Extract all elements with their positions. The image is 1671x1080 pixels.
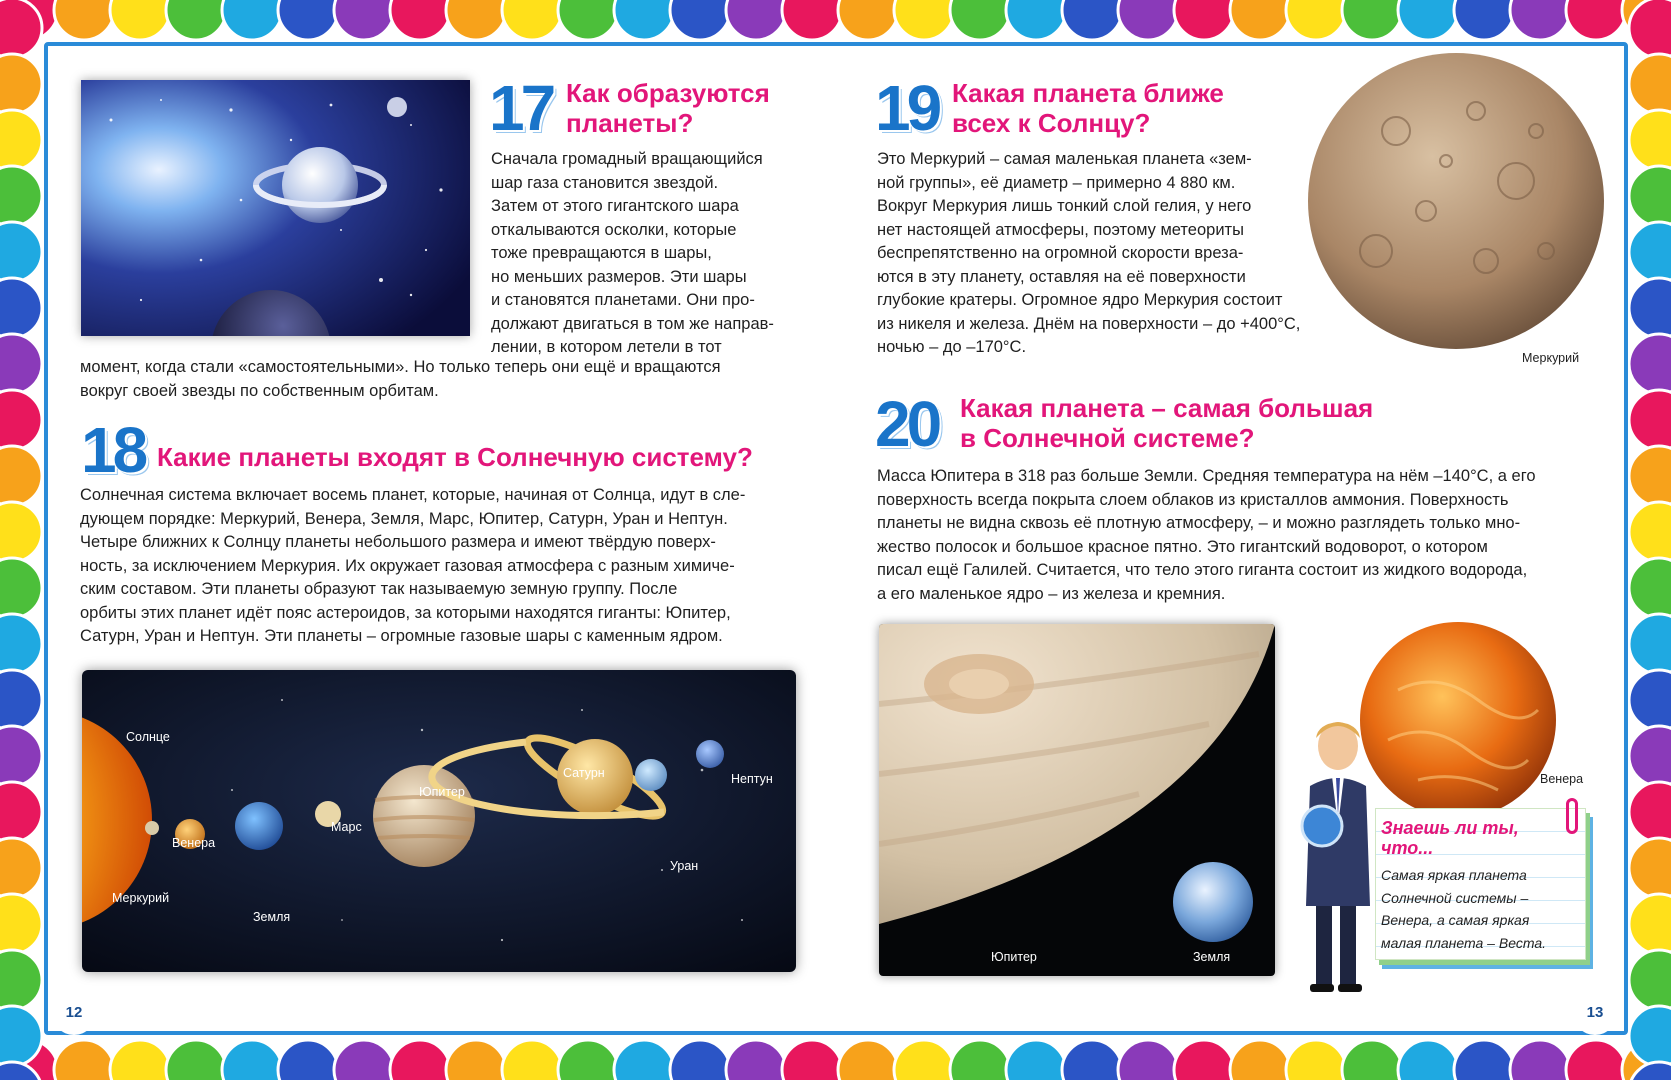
uranus-icon (635, 759, 667, 791)
text-line: жество полосок и большое красное пятно. Это гигантский водоворот, о котором (877, 537, 1488, 556)
text-line: шар газа становится звездой. (491, 173, 719, 192)
text-line: ность, за исключением Меркурия. Их окружает газовая атмосфера с разным химиче- (80, 556, 735, 575)
text-line: должают двигаться в том же направ- (491, 314, 774, 333)
neptune-icon (696, 740, 724, 768)
text-line: откалываются осколки, которые (491, 220, 737, 239)
text-line: глубокие кратеры. Огромное ядро Меркурия состоит (877, 291, 1283, 309)
text-line: Четыре ближних к Солнцу планеты небольшого размера и имеют твёрдую поверх- (80, 533, 716, 551)
title-line: что... (1381, 838, 1434, 858)
answer-17-narrow (491, 148, 821, 360)
caption-earth: Земля (1193, 950, 1231, 964)
did-you-know-title (1381, 818, 1581, 858)
label-uranus: Уран (670, 859, 699, 873)
text-line: беспрепятственно на огромной скорости вреза- (877, 244, 1244, 262)
caption-jupiter: Юпитер (991, 950, 1037, 964)
text-line: Самая яркая планета (1381, 867, 1527, 883)
title-line: Какая планета ближе (952, 78, 1224, 108)
label-neptune: Нептун (731, 772, 773, 786)
question-title-18: Какие планеты входят в Солнечную систему? (157, 442, 753, 472)
text-line: ночью – до –170°С. (877, 338, 1027, 356)
answer-20 (877, 465, 1597, 606)
page-number-right: 13 (1573, 991, 1617, 1035)
text-line: Сначала громадный вращающийся (491, 150, 763, 168)
text-line: а его маленькое ядро – из железа и кремния. (877, 584, 1226, 603)
label-jupiter: Юпитер (419, 785, 465, 799)
text-line: вокруг своей звезды по собственным орбитам. (80, 381, 439, 400)
question-number-20: 20 (875, 388, 939, 460)
text-line: момент, когда стали «самостоятельными». Но только теперь они ещё и вращаются (80, 358, 721, 376)
text-line: Вокруг Меркурия лишь тонкий слой гелия, у него (877, 197, 1252, 215)
text-line: но меньших размеров. Эти шары (491, 267, 747, 286)
text-line: ной группы», её диаметр – примерно 4 880 км. (877, 173, 1236, 192)
jupiter-earth-photo (879, 624, 1275, 976)
title-line: в Солнечной системе? (960, 423, 1255, 453)
label-venus: Венера (172, 836, 216, 850)
text-line: ются в эту планету, оставляя на её поверхности (877, 267, 1246, 286)
earth-small-icon (1173, 862, 1253, 942)
text-line: из никеля и железа. Днём на поверхности – до +400°С, (877, 314, 1301, 333)
text-line: ским составом. Эти планеты образуют так называемую земную группу. После (80, 580, 678, 598)
text-line: лении, в котором летели в тот (491, 338, 722, 356)
text-line: Масса Юпитера в 318 раз больше Земли. Средняя температура на нём –140°С, а его (877, 467, 1536, 485)
earth-icon (235, 802, 283, 850)
label-earth: Земля (253, 910, 291, 924)
title-line: Знаешь ли ты, (1381, 818, 1519, 838)
caption-mercury: Меркурий (1522, 351, 1580, 365)
boy-illustration (1288, 716, 1384, 996)
label-mars: Марс (331, 820, 362, 834)
title-line: планеты? (566, 108, 694, 138)
question-number-18: 18 (81, 414, 145, 486)
text-line: дующем порядке: Меркурий, Венера, Земля, Марс, Юпитер, Сатурн, Уран и Нептун. (80, 509, 728, 528)
solar-system-illustration (82, 670, 796, 972)
mercury-photo (1306, 51, 1606, 351)
text-line: Венера, а самая яркая (1381, 912, 1530, 928)
title-line: Как образуются (566, 78, 770, 108)
page-number-left: 12 (52, 991, 96, 1035)
text-line: писал ещё Галилей. Считается, что тело этого гиганта состоит из жидкого водорода, (877, 561, 1528, 579)
text-line: тоже превращаются в шары, (491, 244, 712, 262)
did-you-know-text (1381, 864, 1581, 954)
title-line: всех к Солнцу? (952, 108, 1151, 138)
question-number-17: 17 (489, 72, 553, 144)
text-line: и становятся планетами. Они про- (491, 291, 755, 309)
venus-photo (1358, 620, 1558, 820)
text-line: Солнечная система включает восемь планет, которые, начиная от Солнца, идут в сле- (80, 486, 746, 504)
mercury-icon (145, 821, 159, 835)
answer-17-wide (80, 356, 800, 403)
text-line: поверхность всегда покрыта слоем облаков из кристаллов аммония. Поверхность (877, 490, 1509, 509)
text-line: планеты не видна сквозь её плотную атмосферу, – и можно разглядеть только мно- (877, 514, 1521, 532)
text-line: Солнечной системы – (1381, 889, 1529, 906)
text-line: нет настоящей атмосферы, поэтому метеориты (877, 220, 1244, 239)
text-line: малая планета – Веста. (1381, 934, 1546, 951)
caption-venus: Венера (1540, 772, 1584, 786)
question-title-17 (566, 78, 826, 138)
text-line: Затем от этого гигантского шара (491, 197, 739, 215)
label-saturn: Сатурн (563, 766, 605, 780)
question-number-19: 19 (875, 72, 939, 144)
text-line: Сатурн, Уран и Нептун. Эти планеты – огромные газовые шары с каменным ядром. (80, 627, 723, 645)
label-mercury: Меркурий (112, 891, 170, 905)
answer-18 (80, 484, 820, 649)
title-line: Какая планета – самая большая (960, 393, 1374, 423)
text-line: орбиты этих планет идёт пояс астероидов, за которыми находятся гиганты: Юпитер, (80, 603, 731, 622)
label-sun: Солнце (126, 730, 170, 744)
question-title-19 (952, 78, 1272, 138)
question-title-20 (960, 393, 1440, 453)
text-line: Это Меркурий – самая маленькая планета «зем- (877, 150, 1252, 168)
answer-19 (877, 148, 1347, 360)
space-illustration (81, 80, 470, 336)
